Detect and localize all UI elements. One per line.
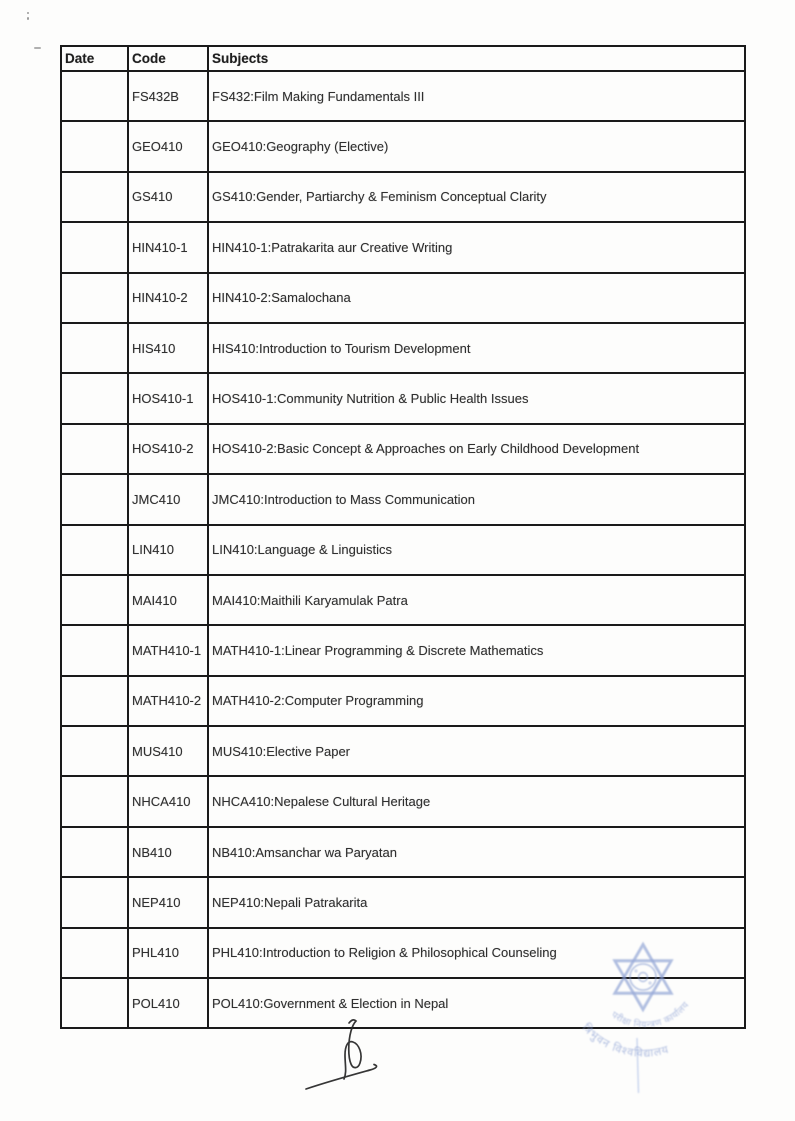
- code-cell: HIS410: [128, 323, 208, 373]
- table-row: [61, 676, 745, 726]
- table-row: [61, 474, 745, 524]
- scan-speck: [34, 47, 41, 49]
- subject-cell: MATH410-2:Computer Programming: [208, 676, 745, 726]
- code-cell: HIN410-1: [128, 222, 208, 272]
- subjects-table: [60, 45, 746, 1029]
- date-cell: [61, 827, 128, 877]
- date-cell: [61, 172, 128, 222]
- subject-cell: MATH410-1:Linear Programming & Discrete Mathematics: [208, 625, 745, 675]
- subject-cell: POL410:Government & Election in Nepal: [208, 978, 745, 1028]
- date-cell: [61, 877, 128, 927]
- stamp-arc-text-inner: परीक्षा नियन्त्रण कार्यालय: [609, 1000, 692, 1031]
- table-row: [61, 71, 745, 121]
- table-row: [61, 726, 745, 776]
- subject-cell: GS410:Gender, Partiarchy & Feminism Conceptual Clarity: [208, 172, 745, 222]
- code-cell: MATH410-1: [128, 625, 208, 675]
- date-cell: [61, 575, 128, 625]
- code-cell: JMC410: [128, 474, 208, 524]
- code-cell: NHCA410: [128, 776, 208, 826]
- column-header-date: Date: [61, 46, 128, 71]
- subject-cell: PHL410:Introduction to Religion & Philosophical Counseling: [208, 928, 745, 978]
- table-row: [61, 776, 745, 826]
- date-cell: [61, 273, 128, 323]
- table-row: [61, 525, 745, 575]
- code-cell: GS410: [128, 172, 208, 222]
- table-row: [61, 121, 745, 171]
- subject-cell: GEO410:Geography (Elective): [208, 121, 745, 171]
- code-cell: MATH410-2: [128, 676, 208, 726]
- code-cell: MAI410: [128, 575, 208, 625]
- table-row: [61, 222, 745, 272]
- code-cell: FS432B: [128, 71, 208, 121]
- subject-cell: NB410:Amsanchar wa Paryatan: [208, 827, 745, 877]
- subject-cell: HOS410-2:Basic Concept & Approaches on Early Childhood Development: [208, 424, 745, 474]
- table-row: [61, 575, 745, 625]
- date-cell: [61, 121, 128, 171]
- table-body: [61, 71, 745, 1031]
- code-cell: HOS410-2: [128, 424, 208, 474]
- column-header-code: Code: [128, 46, 208, 71]
- date-cell: [61, 928, 128, 978]
- subject-cell: MUS410:Elective Paper: [208, 726, 745, 776]
- scan-speck: [27, 12, 29, 14]
- subject-cell: FS432:Film Making Fundamentals III: [208, 71, 745, 121]
- code-cell: MUS410: [128, 726, 208, 776]
- date-cell: [61, 474, 128, 524]
- code-cell: HIN410-2: [128, 273, 208, 323]
- code-cell: LIN410: [128, 525, 208, 575]
- table-header-row: [61, 46, 745, 71]
- table-row: [61, 625, 745, 675]
- code-cell: HOS410-1: [128, 373, 208, 423]
- subject-cell: LIN410:Language & Linguistics: [208, 525, 745, 575]
- subject-cell: JMC410:Introduction to Mass Communication: [208, 474, 745, 524]
- subject-cell: MAI410:Maithili Karyamulak Patra: [208, 575, 745, 625]
- date-cell: [61, 726, 128, 776]
- date-cell: [61, 676, 128, 726]
- code-cell: PHL410: [128, 928, 208, 978]
- subject-cell: HIN410-1:Patrakarita aur Creative Writing: [208, 222, 745, 272]
- table-row: [61, 172, 745, 222]
- column-header-subjects: Subjects: [208, 46, 745, 71]
- stamp-arc-text-outer: त्रिभुवन विश्वविद्यालय: [579, 1021, 671, 1060]
- subject-cell: HOS410-1:Community Nutrition & Public Health Issues: [208, 373, 745, 423]
- date-cell: [61, 525, 128, 575]
- code-cell: POL410: [128, 978, 208, 1028]
- signature-icon: [280, 1005, 460, 1115]
- code-cell: NEP410: [128, 877, 208, 927]
- code-cell: NB410: [128, 827, 208, 877]
- date-cell: [61, 978, 128, 1028]
- table-row: [61, 827, 745, 877]
- date-cell: [61, 323, 128, 373]
- date-cell: [61, 776, 128, 826]
- table-row: [61, 424, 745, 474]
- table-row: [61, 373, 745, 423]
- code-cell: GEO410: [128, 121, 208, 171]
- table-row: [61, 273, 745, 323]
- subject-cell: NEP410:Nepali Patrakarita: [208, 877, 745, 927]
- table-row: [61, 323, 745, 373]
- date-cell: [61, 71, 128, 121]
- subject-cell: HIN410-2:Samalochana: [208, 273, 745, 323]
- date-cell: [61, 625, 128, 675]
- subject-cell: HIS410:Introduction to Tourism Development: [208, 323, 745, 373]
- university-stamp-icon: [560, 915, 795, 1115]
- date-cell: [61, 424, 128, 474]
- date-cell: [61, 373, 128, 423]
- date-cell: [61, 222, 128, 272]
- scan-speck: [27, 17, 29, 20]
- svg-text:परीक्षा नियन्त्रण कार्यालय: [609, 1000, 692, 1030]
- subject-cell: NHCA410:Nepalese Cultural Heritage: [208, 776, 745, 826]
